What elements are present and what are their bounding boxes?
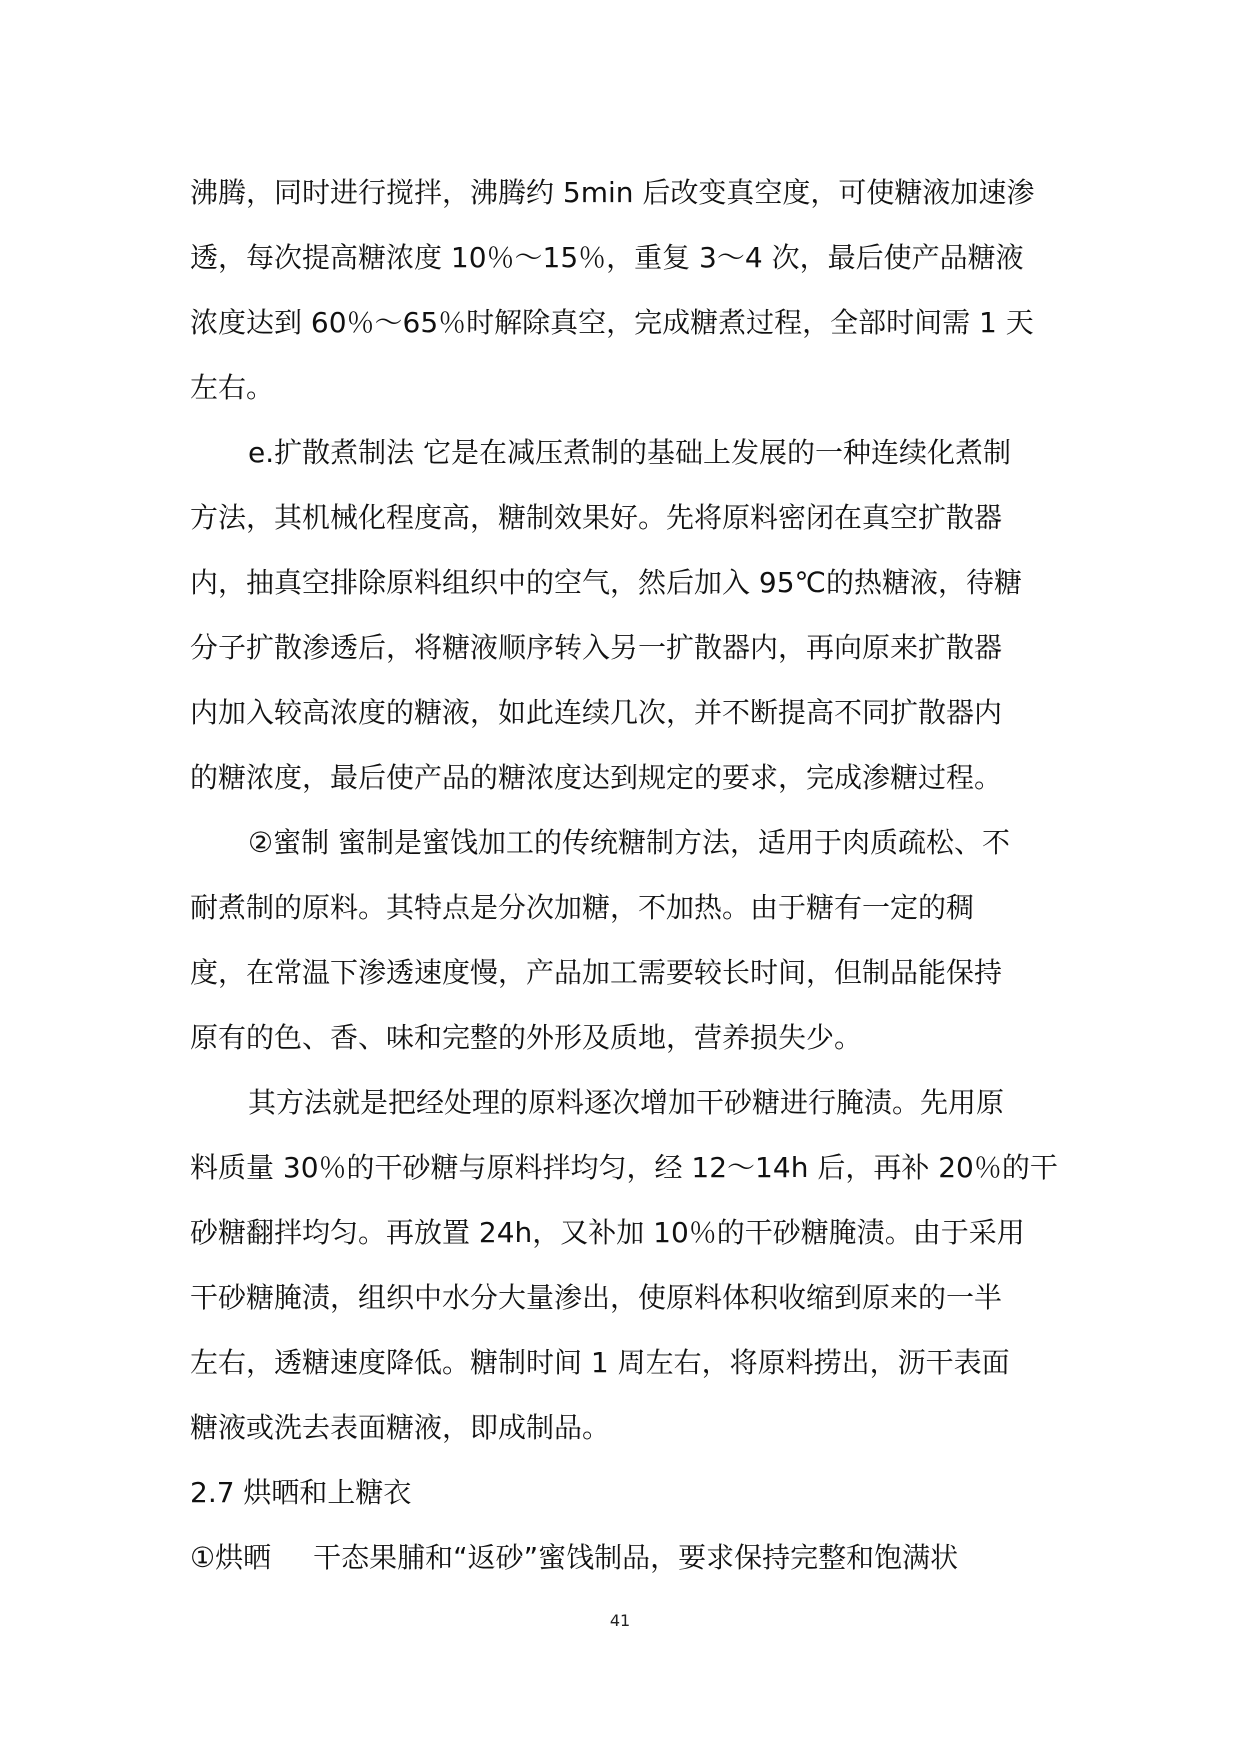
text-line: 内加入较高浓度的糖液，如此连续几次，并不断提高不同扩散器内 bbox=[190, 696, 1003, 729]
drying-label: ①烘晒 bbox=[190, 1541, 272, 1574]
paragraph-marinating-method bbox=[190, 1070, 1058, 1460]
text-line: 耐煮制的原料。其特点是分次加糖，不加热。由于糖有一定的稠 bbox=[190, 891, 975, 924]
text-line: ②蜜制 蜜制是蜜饯加工的传统糖制方法，适用于肉质疏松、不 bbox=[248, 826, 1011, 859]
text-line: 料质量 30％的干砂糖与原料拌均匀，经 12～14h 后，再补 20％的干 bbox=[190, 1151, 1058, 1184]
text-line: 沸腾，同时进行搅拌，沸腾约 5min 后改变真空度，可使糖液加速渗 bbox=[190, 176, 1035, 209]
text-line: 透，每次提高糖浓度 10％～15％，重复 3～4 次，最后使产品糖液 bbox=[190, 241, 1024, 274]
paragraph-sugar-marinating bbox=[190, 810, 1050, 1070]
text-line: 度，在常温下渗透速度慢，产品加工需要较长时间，但制品能保持 bbox=[190, 956, 1003, 989]
section-heading: 2.7 烘晒和上糖衣 bbox=[190, 1476, 412, 1509]
text-line: 左右，透糖速度降低。糖制时间 1 周左右，将原料捞出，沥干表面 bbox=[190, 1346, 1010, 1379]
text-line: 砂糖翻拌均匀。再放置 24h，又补加 10％的干砂糖腌渍。由于采用 bbox=[190, 1216, 1025, 1249]
drying-text: 干态果脯和“返砂”蜜饯制品，要求保持完整和饱满状 bbox=[313, 1541, 959, 1574]
text-line: 方法，其机械化程度高，糖制效果好。先将原料密闭在真空扩散器 bbox=[190, 501, 1003, 534]
paragraph-diffusion-boiling bbox=[190, 420, 1050, 810]
text-line: 左右。 bbox=[190, 371, 275, 404]
text-line: 内，抽真空排除原料组织中的空气，然后加入 95℃的热糖液，待糖 bbox=[190, 566, 1022, 599]
text-line: 糖液或洗去表面糖液，即成制品。 bbox=[190, 1411, 611, 1444]
text-line: 原有的色、香、味和完整的外形及质地，营养损失少。 bbox=[190, 1021, 863, 1054]
page-content bbox=[190, 160, 1058, 1590]
page-number: 41 bbox=[609, 1611, 631, 1630]
paragraph-drying bbox=[190, 1525, 1050, 1590]
text-line: 其方法就是把经处理的原料逐次增加干砂糖进行腌渍。先用原 bbox=[248, 1086, 1005, 1119]
text-line: 分子扩散渗透后，将糖液顺序转入另一扩散器内，再向原来扩散器 bbox=[190, 631, 1003, 664]
text-line: 干砂糖腌渍，组织中水分大量渗出，使原料体积收缩到原来的一半 bbox=[190, 1281, 1003, 1314]
paragraph-vacuum-boiling-continued bbox=[190, 160, 1050, 420]
text-line: 的糖浓度，最后使产品的糖浓度达到规定的要求，完成渗糖过程。 bbox=[190, 761, 1003, 794]
text-line: e.扩散煮制法 它是在减压煮制的基础上发展的一种连续化煮制 bbox=[248, 436, 1012, 469]
text-line: 浓度达到 60％～65％时解除真空，完成糖煮过程，全部时间需 1 天 bbox=[190, 306, 1034, 339]
